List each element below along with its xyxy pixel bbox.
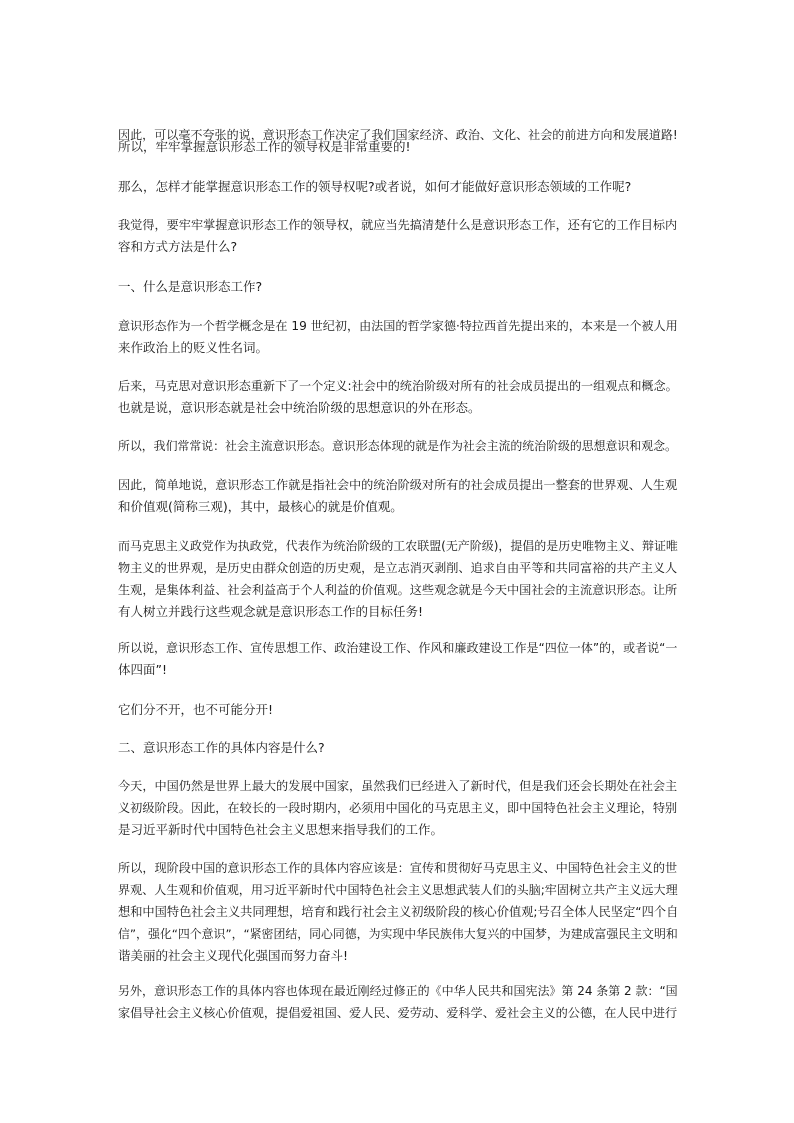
text-line: 生观，是集体利益、社会利益高于个人利益的价值观。这些观念就是今天中国社会的主流意识形态。让所	[118, 583, 678, 597]
text-line: 因此，可以毫不夸张的说，意识形态工作决定了我们国家经济、政治、文化、社会的前进方向和发展道路!	[118, 128, 678, 142]
text-line: 而马克思主义政党作为执政党，代表作为统治阶级的工农联盟(无产阶级)，提倡的是历史唯物主义、辩证唯	[118, 539, 678, 553]
text-line: 也就是说，意识形态就是社会中统治阶级的思想意识的外在形态。	[118, 400, 481, 415]
text-line: 另外，意识形态工作的具体内容也体现在最近刚经过修正的《中华人民共和国宪法》第 24 条第 2 款：“国	[118, 984, 678, 998]
paragraph	[118, 435, 678, 457]
text-line: 义初级阶段。因此，在较长的一段时期内，必须用中国化的马克思主义，即中国特色社会主义理论，特别	[118, 801, 678, 815]
text-line: 信”，强化“四个意识”，“紧密团结，同心同德，为实现中华民族伟大复兴的中国梦，为建成富强民主文明和	[118, 927, 678, 941]
text-line: 二、意识形态工作的具体内容是什么?	[118, 740, 325, 755]
paragraph	[118, 535, 678, 623]
text-line: 我觉得，要牢牢掌握意识形态工作的领导权，就应当先搞清楚什么是意识形态工作，还有它的工作目标内	[118, 218, 678, 232]
text-line: 有人树立并践行这些观念就是意识形态工作的目标任务!	[118, 604, 424, 619]
paragraph	[118, 980, 678, 1024]
text-line: 所以，我们常常说：社会主流意识形态。意识形态体现的就是作为社会主流的统治阶级的思想意识和观念。	[118, 439, 677, 453]
paragraph	[118, 375, 678, 419]
paragraph	[118, 857, 678, 967]
text-line: 容和方式方法是什么?	[118, 239, 238, 254]
text-line: 因此，简单地说，意识形态工作就是指社会中的统治阶级对所有的社会成员提出一整套的世界观、人生观	[118, 478, 678, 492]
text-line: 界观、人生观和价值观，用习近平新时代中国特色社会主义思想武装人们的头脑;牢固树立共产主义远大理	[118, 883, 678, 897]
text-line: 那么，怎样才能掌握意识形态工作的领导权呢?或者说，如何才能做好意识形态领域的工作呢?	[118, 179, 632, 194]
paragraph	[118, 637, 678, 681]
paragraph	[118, 474, 678, 518]
text-line: 是习近平新时代中国特色社会主义思想来指导我们的工作。	[118, 822, 444, 837]
document-page	[118, 0, 678, 1123]
text-line: 所以说，意识形态工作、宣传思想工作、政治建设工作、作风和廉政建设工作是“四位一体”的，或者说“一	[118, 641, 678, 655]
paragraph	[118, 176, 678, 198]
text-line: 体四面”!	[118, 662, 167, 677]
text-line: 和价值观(简称三观)，其中，最核心的就是价值观。	[118, 499, 403, 514]
text-line: 后来，马克思对意识形态重新下了一个定义:社会中的统治阶级对所有的社会成员提出的一组观点和概念。	[118, 379, 678, 393]
text-line: 来作政治上的贬义性名词。	[118, 340, 269, 355]
paragraph	[118, 775, 678, 841]
paragraph	[118, 699, 678, 721]
text-line: 它们分不开，也不可能分开!	[118, 702, 274, 717]
text-line: 物主义的世界观，是历史由群众创造的历史观，是立志消灭剥削、追求自由平等和共同富裕的共产主义人	[118, 561, 678, 575]
section-heading	[118, 276, 678, 298]
paragraph	[118, 214, 678, 258]
text-line: 家倡导社会主义核心价值观，提倡爱祖国、爱人民、爱劳动、爱科学、爱社会主义的公德，在人民中进行	[118, 1006, 678, 1020]
paragraph	[118, 315, 678, 359]
text-line: 意识形态作为一个哲学概念是在 19 世纪初，由法国的哲学家德·特拉西首先提出来的，本来是一个被人用	[118, 319, 678, 333]
section-heading	[118, 737, 678, 759]
text-line: 今天，中国仍然是世界上最大的发展中国家，虽然我们已经进入了新时代，但是我们还会长期处在社会主	[118, 779, 678, 793]
text-line: 一、什么是意识形态工作?	[118, 279, 263, 294]
text-line: 所以，牢牢掌握意识形态工作的领导权是非常重要的!	[118, 139, 411, 154]
text-line: 谐美丽的社会主义现代化强国而努力奋斗!	[118, 948, 349, 963]
text-line: 所以，现阶段中国的意识形态工作的具体内容应该是：宣传和贯彻好马克思主义、中国特色社会主义的世	[118, 861, 678, 875]
paragraph	[118, 136, 678, 158]
text-line: 想和中国特色社会主义共同理想，培育和践行社会主义初级阶段的核心价值观;号召全体人民坚定“四个自	[118, 905, 679, 919]
